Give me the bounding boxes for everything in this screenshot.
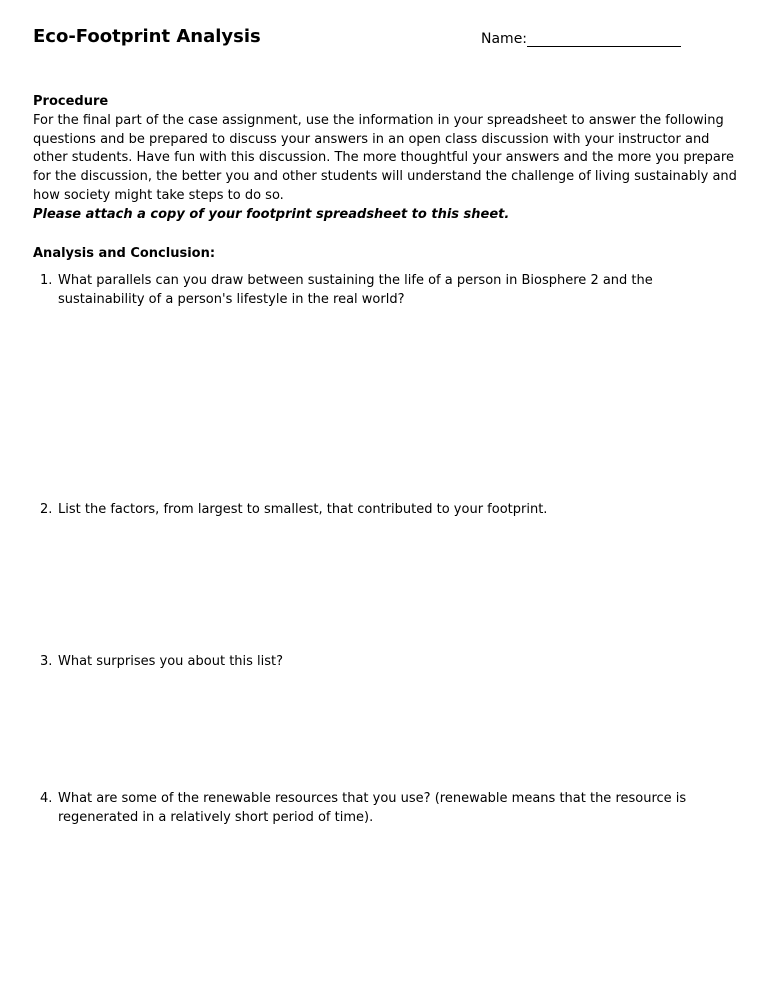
question-number: 4. [40, 791, 53, 806]
procedure-heading: Procedure [33, 94, 109, 109]
analysis-heading: Analysis and Conclusion: [33, 246, 216, 261]
question-2 [40, 501, 730, 520]
question-4 [40, 790, 730, 828]
name-field [481, 31, 681, 47]
question-text: What parallels can you draw between sustaining the life of a person in Biosphere 2 and the sustainability of a person's lifestyle in the real world? [58, 273, 653, 307]
procedure-body: For the final part of the case assignment, use the information in your spreadsheet to answer the following questions and be prepared to discuss your answers in an open class discussion with your instructor and other students. Have fun with this discussion. The more thoughtful your answers and the more you prepare for the discussion, the better you and other students will understand the challenge of living sustainably and how society might take steps to do so. [33, 112, 737, 203]
question-3 [40, 653, 730, 672]
question-text: What surprises you about this list? [58, 654, 284, 669]
attach-note: Please attach a copy of your footprint spreadsheet to this sheet. [33, 206, 510, 222]
name-label: Name: [481, 31, 528, 47]
question-text: What are some of the renewable resources that you use? (renewable means that the resource is regenerated in a relatively short period of time). [58, 791, 687, 825]
name-blank-line [527, 32, 681, 47]
question-number: 2. [40, 502, 53, 517]
question-number: 3. [40, 654, 53, 669]
question-text: List the factors, from largest to smallest, that contributed to your footprint. [58, 502, 548, 517]
question-1 [40, 272, 730, 310]
question-number: 1. [40, 273, 53, 288]
document-title: Eco-Footprint Analysis [33, 26, 261, 47]
procedure-section [33, 93, 743, 225]
